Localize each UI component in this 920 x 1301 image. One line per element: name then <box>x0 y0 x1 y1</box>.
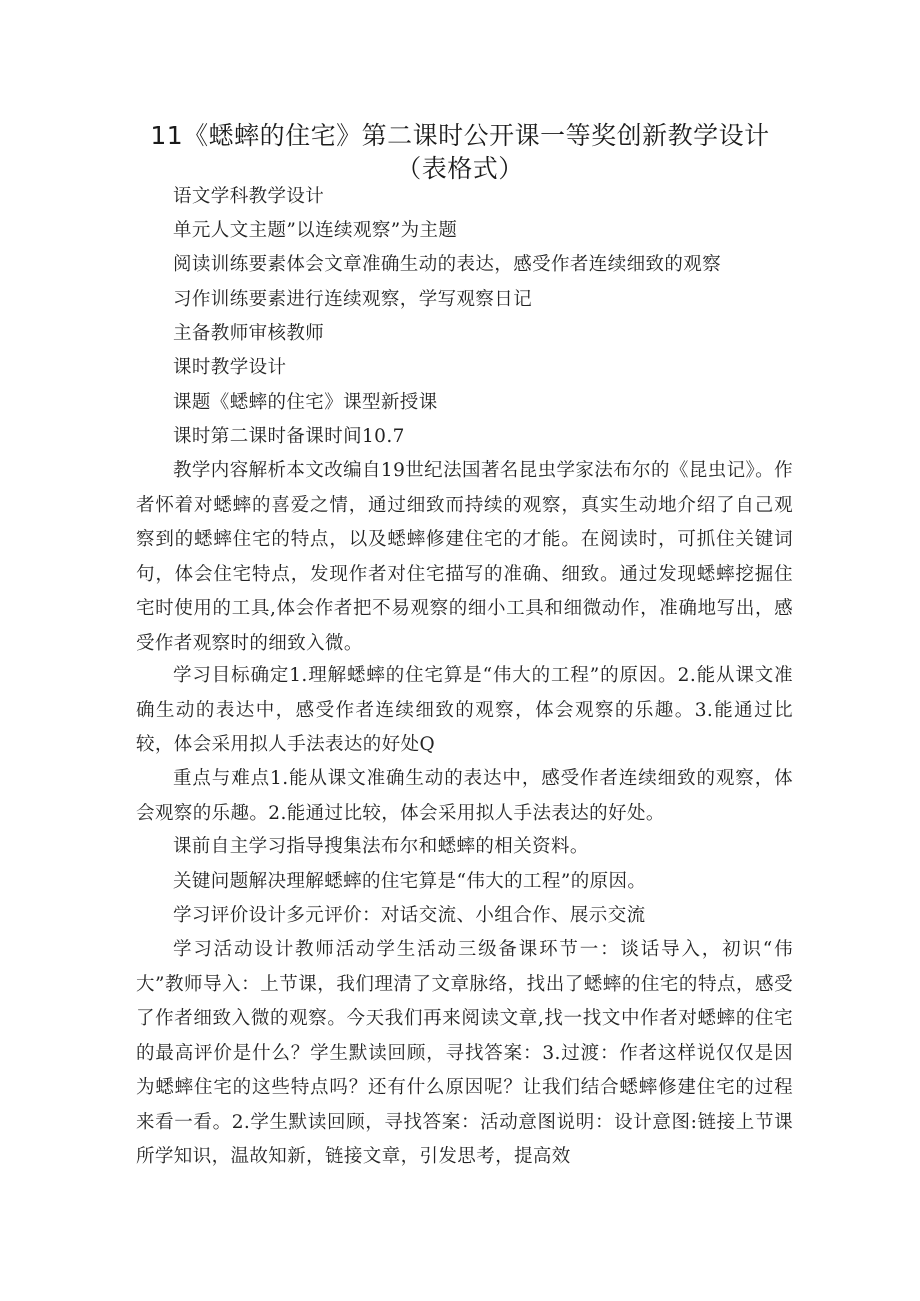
paragraph-learning-goals: 学习目标确定1.理解蟋蟀的住宅算是“伟大的工程”的原因。2.能从课文准确生动的表达中，感受作者连续细致的观察，体会观察的乐趣。3.能通过比较，体会采用拟人手法表达的好处Q <box>136 665 793 755</box>
paragraph-writing-element: 习作训练要素进行连续观察，学写观察日记 <box>173 289 533 310</box>
paragraph-key-points: 重点与难点1.能从课文准确生动的表达中，感受作者连续细致的观察，体会观察的乐趣。2.能通过比较，体会采用拟人手法表达的好处。 <box>136 768 793 824</box>
paragraph-lesson-design: 课时教学设计 <box>173 357 287 378</box>
paragraph-lesson-title: 课题《蟋蟀的住宅》课型新授课 <box>173 392 438 413</box>
paragraph-lesson-time: 课时第二课时备课时间10.7 <box>173 426 405 447</box>
paragraph-content-analysis: 教学内容解析本文改编自19世纪法国著名昆虫学家法布尔的《昆虫记》。作者怀着对蟋蟀的喜爱之情，通过细致而持续的观察，真实生动地介绍了自己观察到的蟋蟀住宅的特点，以及蟋蟀修建住宅的才能。在阅读时，可抓住关键词句，体会住宅特点，发现作者对住宅描写的准确、细致。通过发现蟋蟀挖掘住宅时使用的工具,体会作者把不易观察的细小工具和细微动作，准确地写出，感受作者观察时的细致入微。 <box>136 460 793 654</box>
paragraph-evaluation: 学习评价设计多元评价：对话交流、小组合作、展示交流 <box>173 905 646 926</box>
paragraph-activity-design: 学习活动设计教师活动学生活动三级备课环节一：谈话导入，初识“伟大”教师导入：上节课，我们理清了文章脉络，找出了蟋蟀的住宅的特点，感受了作者细致入微的观察。今天我们再来阅读文章,找一找文中作者对蟋蟀的住宅的最高评价是什么？学生默读回顾，寻找答案：3.过渡：作者这样说仅仅是因为蟋蟀住宅的这些特点吗？还有什么原因呢？让我们结合蟋蟀修建住宅的过程来看一看。2.学生默读回顾，寻找答案：活动意图说明：设计意图:链接上节课所学知识，温故知新，链接文章，引发思考，提高效 <box>136 939 793 1167</box>
document-title-subtitle: （表格式） <box>396 154 524 183</box>
paragraph-unit-theme: 单元人文主题”以连续观察”为主题 <box>173 220 458 241</box>
document-title: 11《蟋蟀的住宅》第二课时公开课一等奖创新教学设计 <box>150 121 770 150</box>
paragraph-self-study: 课前自主学习指导搜集法布尔和蟋蟀的相关资料。 <box>173 836 589 857</box>
paragraph-teachers: 主备教师审核教师 <box>173 323 325 344</box>
paragraph-subject: 语文学科教学设计 <box>173 186 325 207</box>
paragraph-key-question: 关键问题解决理解蟋蟀的住宅算是“伟大的工程”的原因。 <box>173 871 647 892</box>
paragraph-reading-element: 阅读训练要素体会文章准确生动的表达，感受作者连续细致的观察 <box>173 254 722 275</box>
